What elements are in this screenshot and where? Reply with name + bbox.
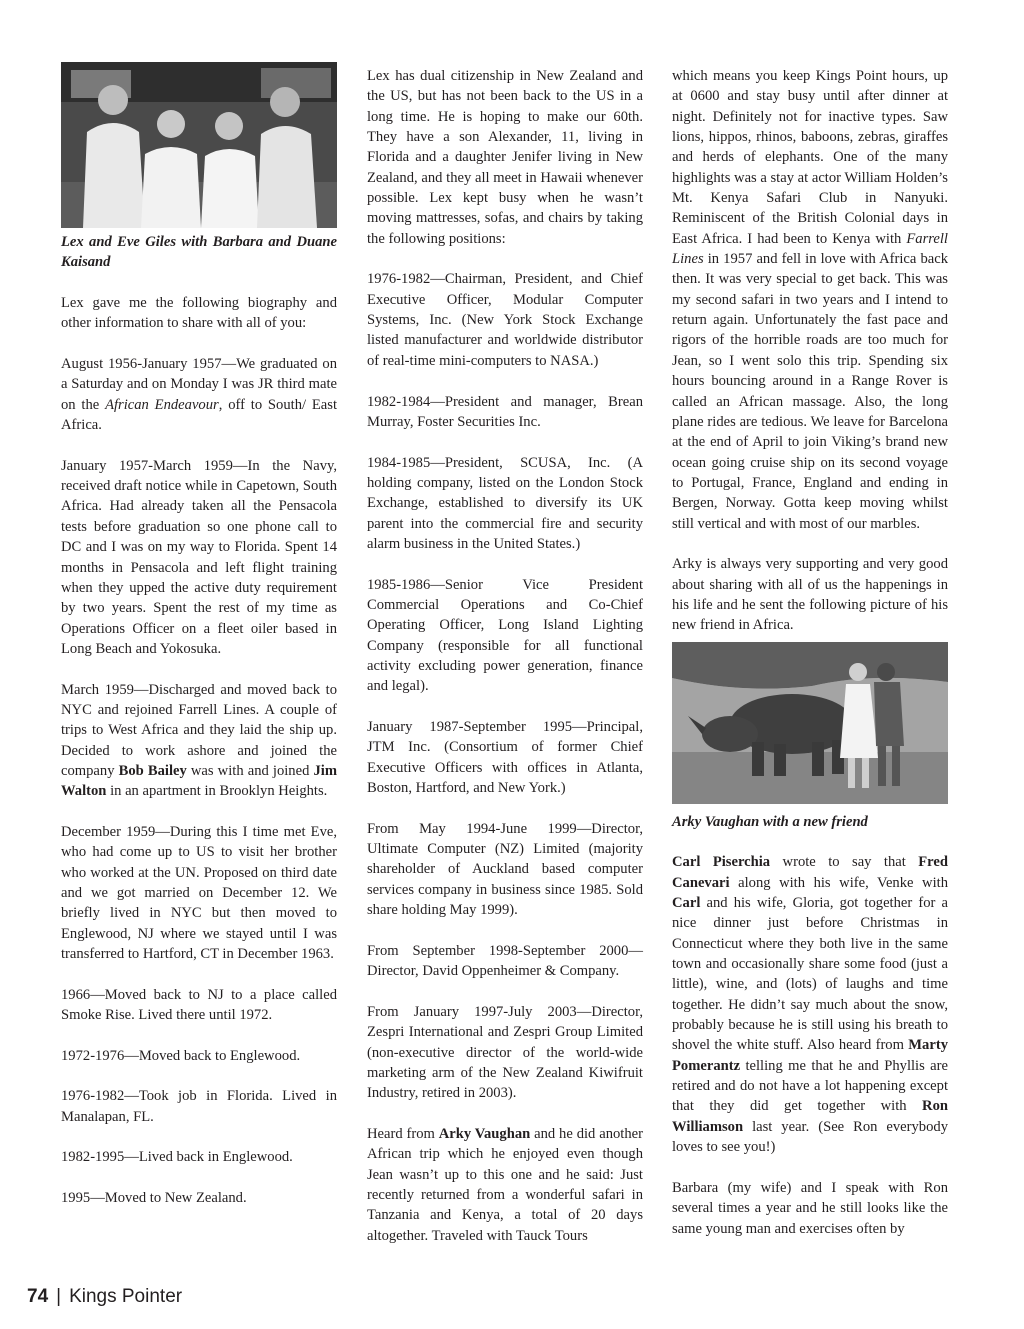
paragraph: which means you keep Kings Point hours, up at 0600 and stay busy until after dinner at night. Definitely not for inactive types. Saw lions, hippos, rhinos, baboons, zebras, giraffes and herds of elephants. One of the many highlights was a stay at actor William Holden’s Mt. Kenya Safari Club in Nanyuki. Reminiscent of the British Colonial days in East Africa. I had been to Kenya with Farrell Lines in 1957 and fell in love with Africa back then. It was very special to get back. This was my second safari in two years and I intend to return again. Unfortunately the fast pace and rigors of the horrible roads are too much for Jean, so I went solo this trip. Spending six hours bouncing around in a Range Rover is called an African massage. Also, the long plane rides are tedious. We leave for Barcelona at the end of April to join Viking’s brand new ocean going cruise ship on its second voyage to Portugal, France, England and ending in Bergen, Norway. Gotta keep moving whilst still vertical and with most of our marbles. — [672, 68, 948, 532]
photo-caption: Lex and Eve Giles with Barbara and Duane Kaisand — [61, 234, 337, 271]
paragraph: 1984-1985—President, SCUSA, Inc. (A holding company, listed on the London Stock Exchange, established to diversify its UK parent into the commercial fire and security alarm business in the United States.) — [367, 454, 643, 552]
rhino-photo-image — [672, 642, 948, 804]
paragraph: December 1959—During this I time met Eve, who had come up to US to visit her brother who worked at the UN. Proposed on third date and we got married on December 12. We briefly lived in NYC but then moved to Englewood, NJ where we stayed until I was transferred to Hartford, CT in December 1963. — [61, 823, 337, 963]
name-highlight: Carl Piserchia — [672, 854, 771, 871]
paragraph: Heard from Arky Vaughan and he did another African trip which he enjoyed even though Jean wasn’t up to this one and he said: Just recently returned from a wonderful safari in Tanzania and Kenya, a total of 20 days altogether. Traveled with Tauck Tours — [367, 1125, 643, 1244]
paragraph: Arky is always very supporting and very good about sharing with all of us the happenings in his life and he sent the following picture of his new friend in Africa. — [672, 556, 948, 634]
paragraph: January 1957-March 1959—In the Navy, received draft notice while in Capetown, South Africa. Had already taken all the Pensacola tests before graduation so one phone call to DC and I was on my way to Florida. Spent 14 months in Pensacola and left flight training when they upped the active duty requirement by two years. Spent the rest of my time as Operations Officer on a fleet oiler based in Long Beach and Yokosuka. — [61, 457, 337, 657]
paragraph: 1982-1995—Lived back in Englewood. — [61, 1149, 293, 1166]
paragraph: Carl Piserchia wrote to say that Fred Canevari along with his wife, Venke with Carl and his wife, Gloria, got together for a nice dinner just before Christmas in Connecticut where they both live in the same town and occasionally share some food (just a little), wine, and (lots) of laughs and time together. He didn’t say much about the snow, probably because he is still using his breath to shovel the white stuff. Also heard from Marty Pomerantz telling me that he and Phyllis are retired and do not have a lot happening except that they did get together with Ron Williamson last year. (See Ron everybody loves to see you!) — [672, 854, 948, 1156]
paragraph: Lex gave me the following biography and other information to share with all of you: — [61, 295, 337, 332]
page-footer — [27, 1286, 182, 1308]
paragraph: Lex has dual citizenship in New Zealand and the US, but has not been back to the US in a long time. He is hoping to make our 60th. They have a son Alexander, 11, living in Florida and a daughter Jenifer living in New Zealand, and they all meet in Hawaii whenever possible. Lex kept busy when he wasn’t moving mattresses, sofas, and chairs by taking the following positions: — [367, 68, 643, 247]
italic-text: Farrell Lines — [672, 230, 948, 268]
column-2-text — [367, 66, 643, 1246]
italic-text: African Endeavour — [105, 396, 219, 413]
paragraph: 1995—Moved to New Zealand. — [61, 1190, 247, 1207]
name-highlight: Jim Walton — [61, 762, 337, 800]
paragraph: 1972-1976—Moved back to Englewood. — [61, 1047, 301, 1064]
group-photo — [61, 62, 337, 228]
paragraph: 1982-1984—President and manager, Brean Murray, Foster Securities Inc. — [367, 393, 643, 430]
name-highlight: Fred Canevari — [672, 854, 948, 891]
paragraph: 1976-1982—Took job in Florida. Lived in Manalapan, FL. — [61, 1088, 337, 1125]
column-3-text-top — [672, 66, 948, 636]
publication-name: Kings Pointer — [69, 1286, 183, 1307]
name-highlight: Carl — [672, 895, 701, 911]
paragraph: Barbara (my wife) and I speak with Ron several times a year and he still looks like the same young man and exercises often by — [672, 1179, 948, 1237]
group-photo-image — [61, 62, 337, 228]
column-3-text-bottom — [672, 852, 948, 1239]
paragraph: From September 1998-September 2000—Director, David Oppenheimer & Company. — [367, 942, 643, 980]
paragraph: 1985-1986—Senior Vice President Commercial Operations and Co-Chief Operating Officer, Long Island Lighting Company (responsible for all functional activity excluding power generation, finance and legal). — [367, 576, 643, 695]
paragraph: 1976-1982—Chairman, President, and Chief Executive Officer, Modular Computer Systems, Inc. (New York Stock Exchange listed manufacturer and worldwide distributor of real-time mini-computers to NASA.) — [367, 271, 643, 369]
rhino-photo — [672, 642, 948, 804]
paragraph: March 1959—Discharged and moved back to NYC and rejoined Farrell Lines. A couple of trips to West Africa and they laid the ship up. Decided to work ashore and joined the company Bob Bailey was with and joined Jim Walton in an apartment in Brooklyn Heights. — [61, 681, 337, 800]
column-2 — [367, 66, 643, 1246]
name-highlight: Bob Bailey — [118, 762, 187, 779]
paragraph: January 1987-September 1995—Principal, JTM Inc. (Consortium of former Chief Executive Officers with offices in Atlanta, Boston, Hartford, and New York.) — [367, 719, 643, 797]
page-number: 74 — [27, 1286, 49, 1307]
name-highlight: Arky Vaughan — [438, 1125, 531, 1142]
column-1 — [61, 62, 337, 1209]
name-highlight: Marty Pomerantz — [672, 1037, 948, 1074]
footer-separator: | — [56, 1286, 62, 1307]
paragraph: From May 1994-June 1999—Director, Ultimate Computer (NZ) Limited (majority shareholder of Auckland based computer services company in business since 1985. Sold share holding May 1999). — [367, 820, 643, 919]
name-highlight: Ron Williamson — [672, 1098, 948, 1135]
paragraph: 1966—Moved back to NJ to a place called Smoke Rise. Lived there until 1972. — [61, 986, 337, 1024]
photo-caption-2: Arky Vaughan with a new friend — [672, 813, 868, 830]
column-3 — [672, 66, 948, 1239]
paragraph: August 1956-January 1957—We graduated on a Saturday and on Monday I was JR third mate on the African Endeavour, off to South/ East Africa. — [61, 356, 337, 434]
paragraph: From January 1997-July 2003—Director, Zespri International and Zespri Group Limited (non-executive director of the world-wide marketing arm of the New Zealand Kiwifruit Industry, retired in 2003). — [367, 1003, 643, 1102]
column-1-text — [61, 293, 337, 1208]
